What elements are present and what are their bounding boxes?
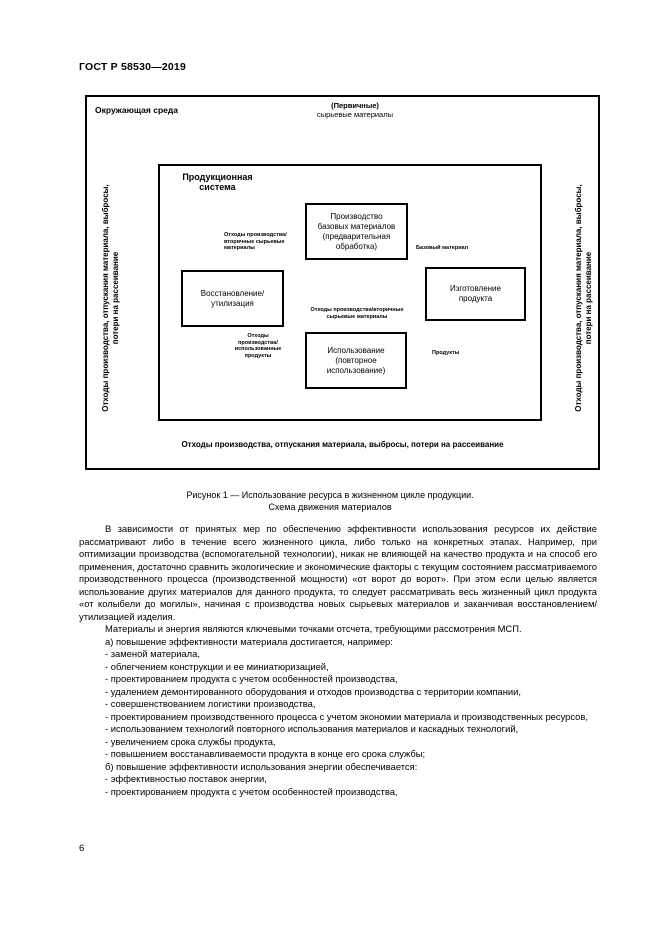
figure-caption: Рисунок 1 — Использование ресурса в жизненном цикле продукции. Схема движения материалов	[186, 490, 474, 512]
label-waste-middle: Отходы производства/вторичные сырьевые материалы	[310, 307, 404, 320]
list-item: - совершенствованием логистики производства,	[105, 698, 316, 709]
production-system-label: Продукционная система	[170, 172, 265, 192]
paragraph-4: б) повышение эффективности использования энергии обеспечивается:	[105, 760, 418, 772]
list-item: - облегчением конструкции и ее миниатюризацией,	[105, 660, 329, 672]
bottom-label: Отходы производства, отпускания материала, выбросы, потери на рассеивание	[181, 440, 504, 449]
list-item: - проектированием продукта с учетом особенностей производства,	[105, 673, 398, 684]
label-products: Продукты	[432, 350, 460, 356]
document-header: ГОСТ Р 58530—2019	[79, 61, 187, 73]
list-item: - удалением демонтированного оборудования и отходов производства с территории компании,	[105, 685, 522, 697]
list-item: - проектированием продукта с учетом особенностей производства,	[105, 785, 398, 797]
paragraph-3: а) повышение эффективности материала достигается, например:	[105, 635, 393, 647]
label-waste-secondary: Отходы производства/ вторичные сырьевые материалы	[224, 232, 287, 251]
environment-label: Окружающая среда	[95, 105, 178, 115]
list-item: - эффективностью поставок энергии,	[105, 773, 267, 784]
list-item: - увеличением срока службы продукта,	[105, 735, 276, 747]
label-base-material: Базовый материал	[416, 245, 469, 251]
box-recovery: Восстановление/ утилизация	[181, 270, 284, 327]
list-item: - использованием технологий повторного использования материалов и каскадных технологий,	[105, 723, 519, 734]
paragraph-2: Материалы и энергия являются ключевыми точками отсчета, требующими рассмотрения МСП.	[105, 623, 522, 634]
side-label-left: Отходы производства, отпускания материала, выбросы, потери на рассеивание	[101, 184, 120, 412]
box-manufacture: Изготовление продукта	[425, 267, 526, 321]
page-number: 6	[79, 843, 85, 854]
list-item: - заменой материала,	[105, 648, 200, 659]
list-item: - повышением восстанавливаемости продукта в конце его срока службы;	[105, 748, 426, 759]
body-text	[79, 523, 597, 798]
side-label-right: Отходы производства, отпускания материала, выбросы, потери на рассеивание	[574, 184, 593, 412]
label-waste-used: Отходы производства/ использованные продукты	[234, 333, 282, 359]
paragraph-1: В зависимости от принятых мер по обеспечению эффективности использования ресурсов их действие рассматривают либо в течение всего жизненного цикла, либо только на конкретных этапах. Например, при оптимизации производства (вспомогательной технологии), никак не влияющей на качество продукта и на способ его применения, достаточно сравнить экологические и экономические факторы с текущим состоянием рассматриваемого производственного процесса (производственной мощности) «от ворот до ворот». При этом если целью является использование других материалов для данного продукта, то следует рассматривать весь жизненный цикл продукта «от колыбели до могилы», начиная с производства новых сырьевых материалов и заканчивая восстановлением/утилизацией изделия.	[79, 523, 597, 622]
box-base-materials: Производство базовых материалов (предварительная обработка)	[305, 203, 408, 260]
box-use: Использование (повторное использование)	[305, 332, 407, 389]
raw-materials-label: (Первичные) сырьевые материалы	[316, 101, 393, 119]
list-item: - проектированием производственного процесса с учетом экономии материала и производственных ресурсов,	[105, 710, 588, 722]
